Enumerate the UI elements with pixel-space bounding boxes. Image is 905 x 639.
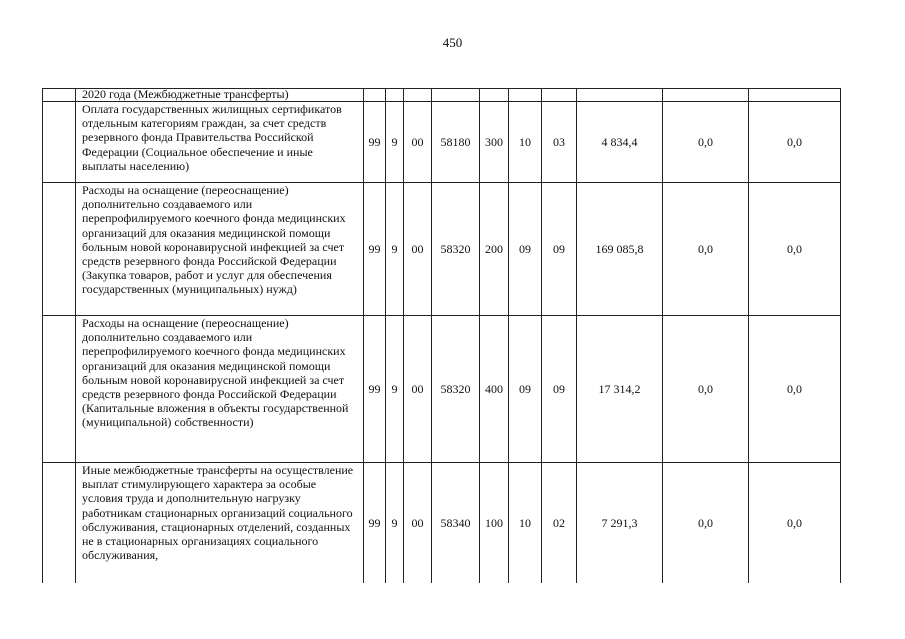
row-marker-cell: [43, 316, 76, 463]
program-code-cell: 99: [364, 316, 386, 463]
direction-code-cell: 00: [404, 463, 432, 584]
subprogram-code-cell: [386, 89, 404, 102]
subprogram-code-cell: 9: [386, 102, 404, 183]
row-description: Расходы на оснащение (переоснащение) дополнительно создаваемого или перепрофилируемого коечного фонда медицинских организаций для оказания медицинской помощи больным новой коронавирусной инфекцией за счет средств резервного фонда Российской Федерации (Закупка товаров, работ и услуг для обеспечения государственных (муниципальных) нужд): [76, 183, 364, 316]
table-row: [43, 89, 841, 102]
amount-year-2-cell: 0,0: [663, 316, 749, 463]
section-code-cell: [509, 89, 542, 102]
table-row: [43, 463, 841, 584]
subsection-code-cell: 09: [542, 316, 577, 463]
section-code-cell: 10: [509, 463, 542, 584]
amount-year-3-cell: 0,0: [749, 316, 841, 463]
subsection-code-cell: 02: [542, 463, 577, 584]
budget-table: [42, 88, 841, 583]
section-code-cell: 09: [509, 183, 542, 316]
amount-year-3-cell: 0,0: [749, 102, 841, 183]
subprogram-code-cell: 9: [386, 316, 404, 463]
expense-type-code-cell: 100: [480, 463, 509, 584]
direction-code-cell: 00: [404, 102, 432, 183]
subsection-code-cell: 09: [542, 183, 577, 316]
amount-year-2-cell: 0,0: [663, 463, 749, 584]
direction-code-cell: [404, 89, 432, 102]
row-marker-cell: [43, 183, 76, 316]
subsection-code-cell: [542, 89, 577, 102]
row-marker-cell: [43, 102, 76, 183]
expense-direction-code-cell: 58320: [432, 183, 480, 316]
amount-year-1-cell: 169 085,8: [577, 183, 663, 316]
expense-type-code-cell: 300: [480, 102, 509, 183]
row-description: Оплата государственных жилищных сертификатов отдельным категориям граждан, за счет средств резервного фонда Правительства Российской Федерации (Социальное обеспечение и иные выплаты населению): [76, 102, 364, 183]
program-code-cell: 99: [364, 463, 386, 584]
expense-direction-code-cell: 58320: [432, 316, 480, 463]
amount-year-2-cell: 0,0: [663, 183, 749, 316]
expense-direction-code-cell: 58180: [432, 102, 480, 183]
subprogram-code-cell: 9: [386, 463, 404, 584]
subprogram-code-cell: 9: [386, 183, 404, 316]
program-code-cell: 99: [364, 102, 386, 183]
expense-type-code-cell: 200: [480, 183, 509, 316]
expense-direction-code-cell: [432, 89, 480, 102]
row-description: Иные межбюджетные трансферты на осуществление выплат стимулирующего характера за особые условия труда и дополнительную нагрузку работникам стационарных организаций социального обслуживания, стационарных отделений, созданных не в стационарных организациях социального обслуживания,: [76, 463, 364, 584]
expense-type-code-cell: [480, 89, 509, 102]
program-code-cell: 99: [364, 183, 386, 316]
direction-code-cell: 00: [404, 183, 432, 316]
row-marker-cell: [43, 89, 76, 102]
amount-year-2-cell: 0,0: [663, 102, 749, 183]
section-code-cell: 10: [509, 102, 542, 183]
expense-direction-code-cell: 58340: [432, 463, 480, 584]
row-description: Расходы на оснащение (переоснащение) дополнительно создаваемого или перепрофилируемого коечного фонда медицинских организаций для оказания медицинской помощи больным новой коронавирусной инфекцией за счет средств резервного фонда Российской Федерации (Капитальные вложения в объекты государственной (муниципальной) собственности): [76, 316, 364, 463]
table-row: [43, 102, 841, 183]
direction-code-cell: 00: [404, 316, 432, 463]
amount-year-3-cell: [749, 89, 841, 102]
amount-year-1-cell: 17 314,2: [577, 316, 663, 463]
row-description: 2020 года (Межбюджетные трансферты): [76, 89, 364, 102]
page-number: 450: [442, 35, 463, 50]
amount-year-2-cell: [663, 89, 749, 102]
table-row: [43, 316, 841, 463]
subsection-code-cell: 03: [542, 102, 577, 183]
amount-year-1-cell: 4 834,4: [577, 102, 663, 183]
amount-year-3-cell: 0,0: [749, 183, 841, 316]
table-row: [43, 183, 841, 316]
expense-type-code-cell: 400: [480, 316, 509, 463]
section-code-cell: 09: [509, 316, 542, 463]
program-code-cell: [364, 89, 386, 102]
amount-year-1-cell: [577, 89, 663, 102]
amount-year-1-cell: 7 291,3: [577, 463, 663, 584]
amount-year-3-cell: 0,0: [749, 463, 841, 584]
row-marker-cell: [43, 463, 76, 584]
